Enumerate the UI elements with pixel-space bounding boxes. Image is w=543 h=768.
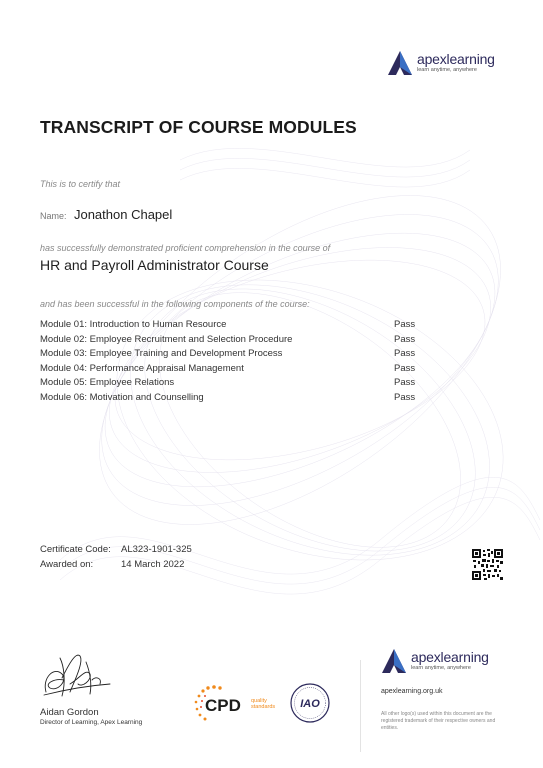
- awarded-label: Awarded on:: [40, 559, 94, 570]
- module-name: Module 03: Employee Training and Development Process: [40, 348, 283, 360]
- page-title: TRANSCRIPT OF COURSE MODULES: [40, 117, 357, 137]
- apex-triangle-icon: [381, 648, 407, 674]
- module-name: Module 04: Performance Appraisal Management: [40, 362, 244, 374]
- module-result: Pass: [394, 333, 416, 345]
- trademark-disclaimer: All other logo(s) used within this document are the registered trademark of their respective owners and entities.: [381, 711, 496, 731]
- awarded-row: [40, 557, 192, 572]
- brand-tagline: learn anytime, anywhere: [411, 665, 471, 672]
- cpd-standards-text: standards: [251, 704, 276, 710]
- module-row: [40, 376, 430, 391]
- module-row: [40, 391, 430, 406]
- module-row: [40, 318, 430, 333]
- certificate-code-row: [40, 542, 192, 557]
- demonstrated-text: has successfully demonstrated proficient comprehension in the course of: [40, 243, 331, 253]
- certify-text: This is to certify that: [40, 179, 121, 189]
- footer-divider: [360, 660, 361, 752]
- module-result: Pass: [394, 391, 416, 403]
- website-link[interactable]: apexlearning.org.uk: [381, 688, 443, 695]
- cpd-quality-text: quality: [251, 698, 267, 704]
- signatory-name: Aidan Gordon: [40, 707, 99, 718]
- qr-code[interactable]: [472, 549, 503, 580]
- brand-name: apexlearning: [417, 51, 495, 68]
- signature: [40, 648, 112, 703]
- iao-badge: [290, 683, 330, 723]
- module-name: Module 06: Motivation and Counselling: [40, 391, 204, 403]
- code-label: Certificate Code:: [40, 544, 111, 555]
- certificate-meta: [40, 542, 192, 572]
- course-name: HR and Payroll Administrator Course: [40, 257, 269, 273]
- certificate-code: AL323-1901-325: [121, 544, 192, 555]
- module-name: Module 01: Introduction to Human Resource: [40, 319, 227, 330]
- module-result: Pass: [394, 319, 416, 330]
- brand-name: apexlearning: [411, 649, 489, 666]
- cpd-badge: [193, 684, 285, 722]
- recipient-row: [40, 206, 172, 224]
- module-result: Pass: [394, 362, 416, 374]
- apexlearning-logo: [387, 50, 495, 76]
- apex-triangle-icon: [387, 50, 413, 76]
- cpd-text: CPD: [205, 696, 241, 715]
- module-result: Pass: [394, 377, 416, 389]
- module-row: [40, 333, 430, 348]
- module-list: [40, 318, 430, 406]
- brand-tagline: learn anytime, anywhere: [417, 67, 477, 74]
- module-row: [40, 362, 430, 377]
- signatory: [40, 707, 142, 726]
- awarded-date: 14 March 2022: [121, 559, 185, 570]
- apexlearning-logo-footer: [381, 648, 489, 674]
- module-result: Pass: [394, 348, 416, 360]
- name-label: Name:: [40, 211, 67, 221]
- module-name: Module 02: Employee Recruitment and Selection Procedure: [40, 333, 293, 345]
- iao-text: IAO: [300, 698, 320, 710]
- recipient-name: Jonathon Chapel: [73, 207, 173, 222]
- module-name: Module 05: Employee Relations: [40, 377, 175, 389]
- signatory-title: Director of Learning, Apex Learning: [40, 719, 143, 726]
- components-text: and has been successful in the following components of the course:: [40, 299, 310, 309]
- module-row: [40, 347, 430, 362]
